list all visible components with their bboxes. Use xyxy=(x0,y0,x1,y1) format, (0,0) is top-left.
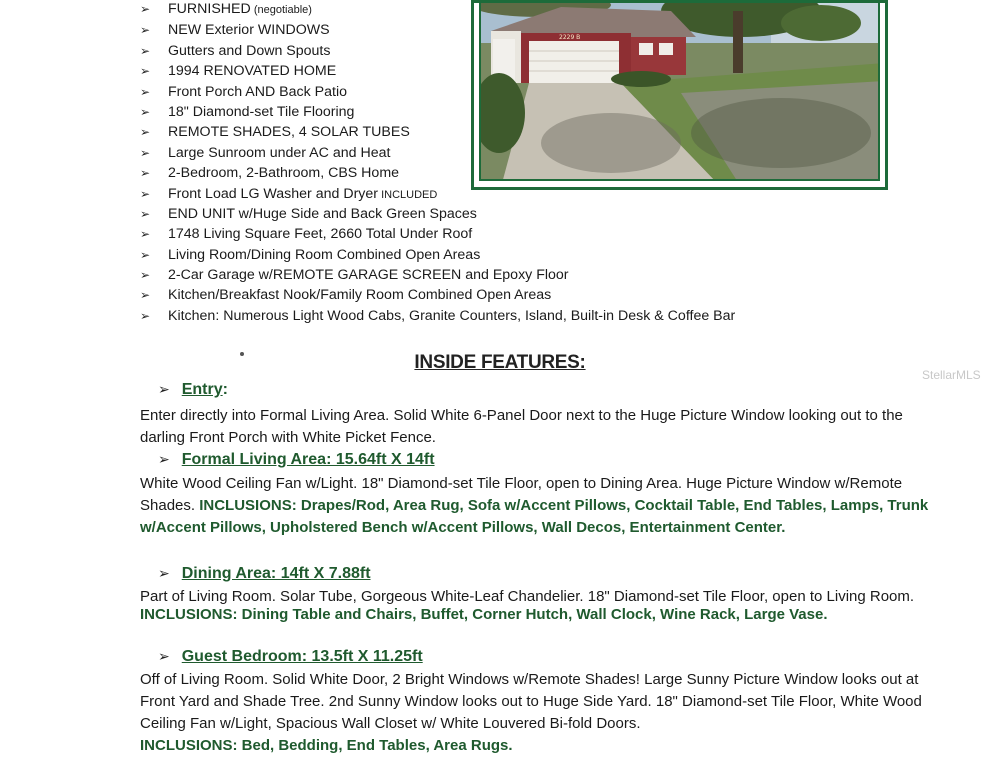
arrow-bullet-icon: ➢ xyxy=(140,288,151,303)
feature-item: ➢ END UNIT w/Huge Side and Back Green Spaces xyxy=(140,204,735,224)
dining-area-heading: ➢ Dining Area: 14ft X 7.88ft xyxy=(158,565,371,582)
feature-item: ➢ 1748 Living Square Feet, 2660 Total Under Roof xyxy=(140,224,735,244)
living-area-heading: ➢ Formal Living Area: 15.64ft X 14ft xyxy=(158,451,435,468)
arrow-bullet-icon: ➢ xyxy=(140,166,151,181)
arrow-bullet-icon: ➢ xyxy=(158,451,170,467)
arrow-bullet-icon: ➢ xyxy=(140,186,151,201)
watermark-text: StellarMLS xyxy=(922,368,981,382)
arrow-bullet-icon: ➢ xyxy=(158,565,170,581)
house-photo-frame xyxy=(471,0,888,190)
dining-area-description: Part of Living Room. Solar Tube, Gorgeous White-Leaf Chandelier. 18" Diamond-set Tile Floor, open to Living Room. INCLUSIONS: Dining Table and Chairs, Buffet, Corner Hutch, Wall Clock, Wine Rack, Large Vase. xyxy=(140,588,915,623)
living-area-description: White Wood Ceiling Fan w/Light. 18" Diamond-set Tile Floor, open to Dining Area. Huge Picture Window w/Remote Shades. INCLUSIONS: Drapes/Rod, Area Rug, Sofa w/Accent Pillows, Cocktail Table, End Tables, Lamps, Trunk w/Accent Pillows, Upholstered Bench w/Accent Pillows, Wall Decos, Entertainment Center. xyxy=(140,475,929,536)
arrow-bullet-icon: ➢ xyxy=(140,125,151,140)
guest-bedroom-heading: ➢ Guest Bedroom: 13.5ft X 11.25ft xyxy=(158,648,423,665)
arrow-bullet-icon: ➢ xyxy=(158,648,170,664)
feature-item: ➢ 1994 RENOVATED HOME xyxy=(140,61,735,81)
arrow-bullet-icon: ➢ xyxy=(140,308,151,323)
feature-item: ➢ NEW Exterior WINDOWS xyxy=(140,20,735,40)
feature-item: ➢ Kitchen: Numerous Light Wood Cabs, Granite Counters, Island, Built-in Desk & Coffee Bar xyxy=(140,306,735,326)
arrow-bullet-icon: ➢ xyxy=(140,104,151,119)
arrow-bullet-icon: ➢ xyxy=(140,84,151,99)
inside-features-title: INSIDE FEATURES: xyxy=(414,352,586,373)
arrow-bullet-icon: ➢ xyxy=(140,145,151,160)
feature-item: ➢ 2-Car Garage w/REMOTE GARAGE SCREEN and Epoxy Floor xyxy=(140,265,735,285)
feature-item: ➢ 18" Diamond-set Tile Flooring xyxy=(140,102,735,122)
feature-item: ➢ Living Room/Dining Room Combined Open Areas xyxy=(140,245,735,265)
entry-heading: ➢ Entry: xyxy=(158,381,228,398)
feature-item: ➢ Gutters and Down Spouts xyxy=(140,41,735,61)
arrow-bullet-icon: ➢ xyxy=(140,23,151,38)
feature-item: ➢ Kitchen/Breakfast Nook/Family Room Combined Open Areas xyxy=(140,285,735,305)
feature-item: ➢ REMOTE SHADES, 4 SOLAR TUBES xyxy=(140,122,735,142)
arrow-bullet-icon: ➢ xyxy=(140,206,151,221)
feature-item: ➢ Front Porch AND Back Patio xyxy=(140,82,735,102)
entry-description: Enter directly into Formal Living Area. Solid White 6-Panel Door next to the Huge Picture Window looking out to the darling Front Porch with White Picket Fence. xyxy=(140,407,903,446)
arrow-bullet-icon: ➢ xyxy=(140,2,151,16)
guest-bedroom-description: Off of Living Room. Solid White Door, 2 Bright Windows w/Remote Shades! Large Sunny Picture Window looks out at Front Yard and Shade Tree. 2nd Sunny Window looks out to Huge Side Yard. 18" Diamond-set Tile Floor, White Wood Ceiling Fan w/Light, Spacious Wall Closet w/ White Louvered Bi-fold Doors. INCLUSIONS: Bed, Bedding, End Tables, Area Rugs. xyxy=(140,671,922,754)
feature-item: ➢ 2-Bedroom, 2-Bathroom, CBS Home xyxy=(140,163,735,183)
arrow-bullet-icon: ➢ xyxy=(140,268,151,283)
arrow-bullet-icon: ➢ xyxy=(140,247,151,262)
arrow-bullet-icon: ➢ xyxy=(140,64,151,79)
house-number-sign: 2229 B xyxy=(559,34,581,41)
arrow-bullet-icon: ➢ xyxy=(158,381,170,397)
feature-item: ➢ Front Load LG Washer and Dryer INCLUDED xyxy=(140,184,735,204)
house-photo xyxy=(479,3,880,181)
feature-item: ➢ Large Sunroom under AC and Heat xyxy=(140,143,735,163)
feature-item: ➢ FURNISHED (negotiable) xyxy=(140,0,735,19)
arrow-bullet-icon: ➢ xyxy=(140,43,151,58)
arrow-bullet-icon: ➢ xyxy=(140,227,151,242)
house-photo-illustration xyxy=(481,3,880,181)
